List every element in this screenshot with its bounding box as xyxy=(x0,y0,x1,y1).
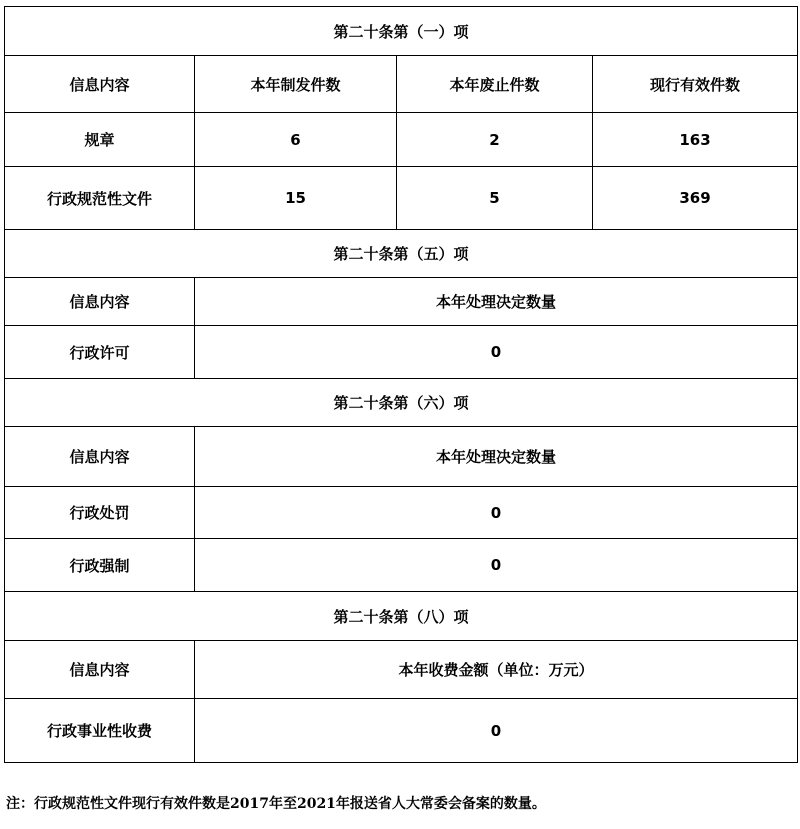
disclosure-table xyxy=(4,6,798,763)
header-row xyxy=(5,641,798,699)
row-label: 行政强制 xyxy=(5,539,195,592)
header-cell: 信息内容 xyxy=(5,427,195,487)
section-title-row xyxy=(5,230,798,278)
header-cell: 本年废止件数 xyxy=(397,56,593,113)
section-title: 第二十条第（一）项 xyxy=(5,7,798,56)
value-cell: 0 xyxy=(195,326,798,379)
section-title: 第二十条第（五）项 xyxy=(5,230,798,278)
value-cell: 369 xyxy=(593,167,798,230)
header-cell: 本年处理决定数量 xyxy=(195,278,798,326)
header-row xyxy=(5,56,798,113)
header-cell: 本年处理决定数量 xyxy=(195,427,798,487)
header-cell: 本年收费金额（单位：万元） xyxy=(195,641,798,699)
header-cell: 信息内容 xyxy=(5,278,195,326)
table-row xyxy=(5,326,798,379)
section-title-row xyxy=(5,7,798,56)
section-title-row xyxy=(5,592,798,641)
value-cell: 15 xyxy=(195,167,397,230)
value-cell: 163 xyxy=(593,113,798,167)
value-cell: 2 xyxy=(397,113,593,167)
row-label: 行政事业性收费 xyxy=(5,699,195,763)
section-title-row xyxy=(5,379,798,427)
header-cell: 信息内容 xyxy=(5,56,195,113)
table-row xyxy=(5,167,798,230)
section-title: 第二十条第（六）项 xyxy=(5,379,798,427)
table-row xyxy=(5,699,798,763)
header-row xyxy=(5,427,798,487)
value-cell: 6 xyxy=(195,113,397,167)
table-row xyxy=(5,113,798,167)
row-label: 行政许可 xyxy=(5,326,195,379)
header-cell: 本年制发件数 xyxy=(195,56,397,113)
value-cell: 0 xyxy=(195,699,798,763)
header-cell: 信息内容 xyxy=(5,641,195,699)
footnote: 注：行政规范性文件现行有效件数是2017年至2021年报送省人大常委会备案的数量。 xyxy=(6,796,546,812)
value-cell: 5 xyxy=(397,167,593,230)
section-title: 第二十条第（八）项 xyxy=(5,592,798,641)
row-label: 行政处罚 xyxy=(5,487,195,539)
value-cell: 0 xyxy=(195,539,798,592)
header-cell: 现行有效件数 xyxy=(593,56,798,113)
row-label: 规章 xyxy=(5,113,195,167)
header-row xyxy=(5,278,798,326)
table-row xyxy=(5,539,798,592)
row-label: 行政规范性文件 xyxy=(5,167,195,230)
table-row xyxy=(5,487,798,539)
value-cell: 0 xyxy=(195,487,798,539)
